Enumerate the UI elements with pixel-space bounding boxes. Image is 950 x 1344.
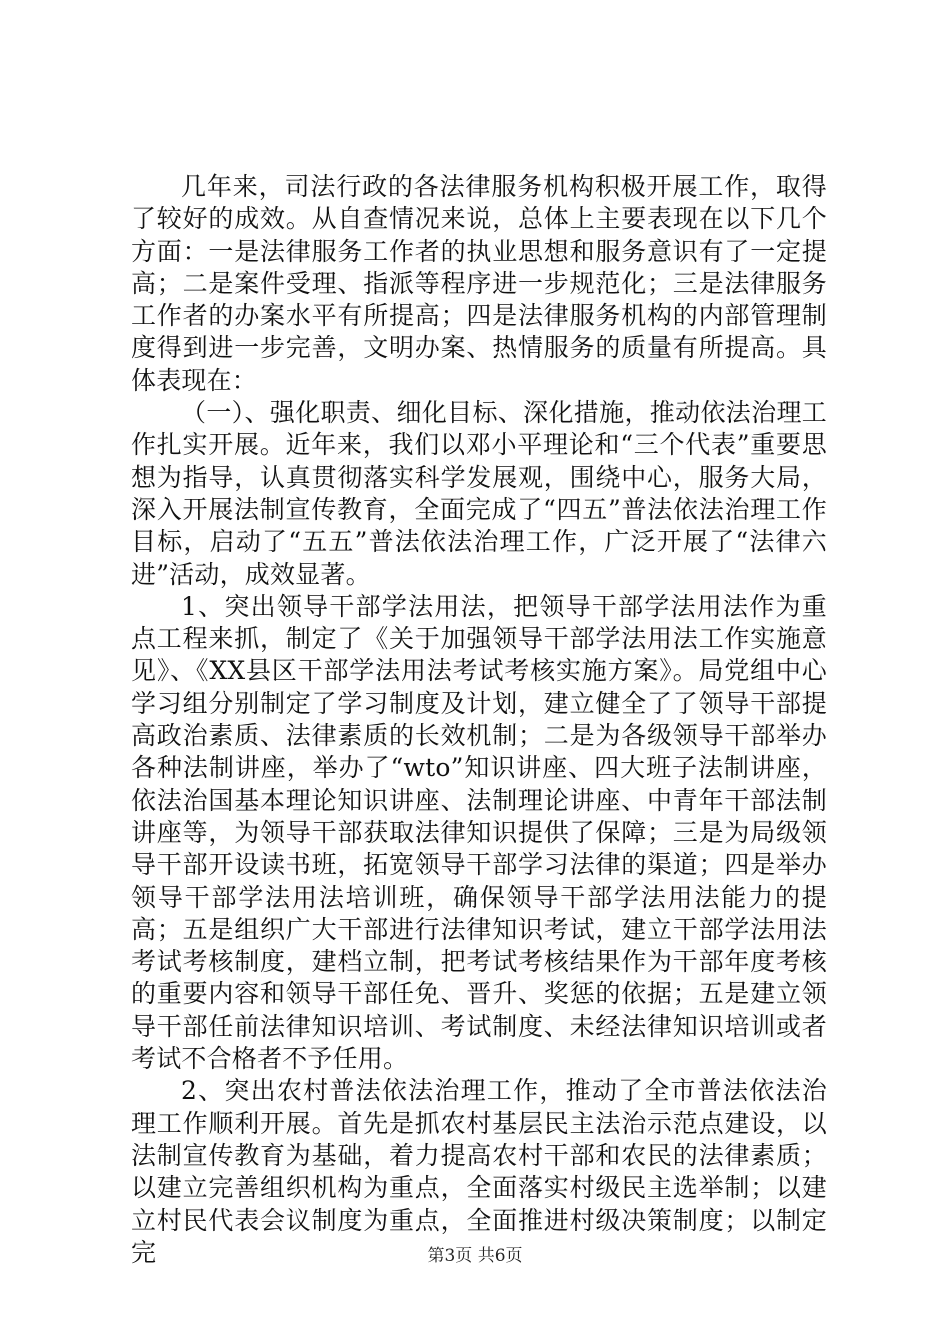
paragraph-intro: 几年来，司法行政的各法律服务机构积极开展工作，取得了较好的成效。从自查情况来说，总体上主要表现在以下几个方面：一是法律服务工作者的执业思想和服务意识有了一定提高；二是案件受理、指派等程序进一步规范化；三是法律服务工作者的办案水平有所提高；四是法律服务机构的内部管理制度得到进一步完善，文明办案、热情服务的质量有所提高。具体表现在： xyxy=(131,172,827,395)
paragraph-section-one: （一）、强化职责、细化目标、深化措施，推动依法治理工作扎实开展。近年来，我们以邓小平理论和“三个代表”重要思想为指导，认真贯彻落实科学发展观，围绕中心，服务大局，深入开展法制宣传教育，全面完成了“四五”普法依法治理工作目标，启动了“五五”普法依法治理工作，广泛开展了“法律六进”活动，成效显著。 xyxy=(131,398,827,589)
paragraph-item-one: 1、突出领导干部学法用法，把领导干部学法用法作为重点工程来抓，制定了《关于加强领导干部学法用法工作实施意见》、《XX县区干部学法用法考试考核实施方案》。局党组中心学习组分别制定了学习制度及计划，建立健全了了领导干部提高政治素质、法律素质的长效机制；二是为各级领导干部举办各种法制讲座，举办了“wto”知识讲座、四大班子法制讲座，依法治国基本理论知识讲座、法制理论讲座、中青年干部法制讲座等，为领导干部获取法律知识提供了保障；三是为局级领导干部开设读书班，拓宽领导干部学习法律的渠道；四是举办领导干部学法用法培训班，确保领导干部学法用法能力的提高；五是组织广大干部进行法律知识考试，建立干部学法用法考试考核制度，建档立制，把考试考核结果作为干部年度考核的重要内容和领导干部任免、晋升、奖惩的依据；五是建立领导干部任前法律知识培训、考试制度、未经法律知识培训或者考试不合格者不予任用。 xyxy=(131,591,827,1074)
paragraph-item-two: 2、突出农村普法依法治理工作，推动了全市普法依法治理工作顺利开展。首先是抓农村基层民主法治示范点建设，以法制宣传教育为基础，着力提高农村干部和农民的法律素质；以建立完善组织机构为重点，全面落实村级民主选举制；以建立村民代表会议制度为重点，全面推进村级决策制度；以制定完 xyxy=(131,1076,827,1267)
page-footer: 第3页 共6页 xyxy=(427,1246,523,1266)
document-body xyxy=(131,171,827,1269)
